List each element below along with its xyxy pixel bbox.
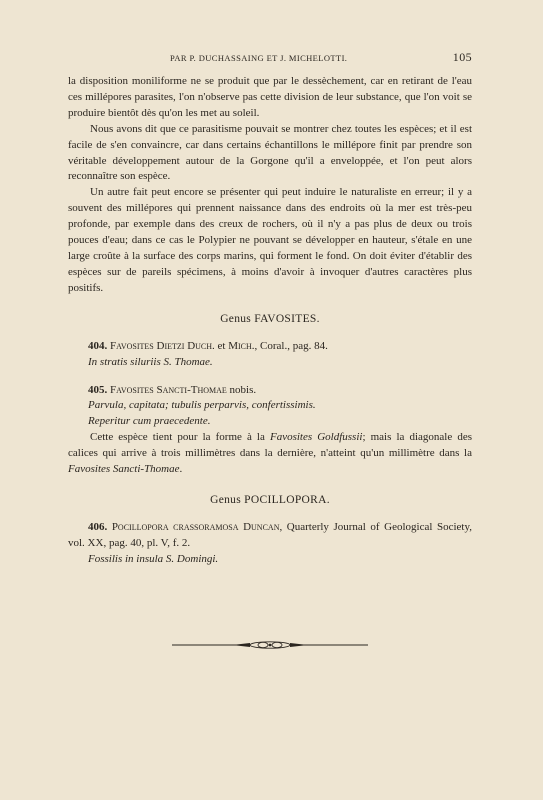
entry-404-number: 404. — [88, 339, 108, 352]
species-entry-405 — [68, 383, 472, 431]
entry-404-connector: et — [214, 339, 229, 352]
remark-species-2: Favosites Sancti-Thomae — [68, 463, 180, 476]
entry-405-author: nobis. — [226, 383, 257, 396]
running-head: PAR P. DUCHASSAING ET J. MICHELOTTI. — [170, 53, 348, 63]
entry-406-title — [68, 520, 472, 552]
remark-paragraph — [68, 430, 472, 478]
entry-406-reference: , Quarterly Journal of Geological Society, vol. XX, pag. 40, pl. V, f. 2. — [68, 520, 472, 549]
remark-species-1: Favosites Goldfussii — [269, 431, 363, 444]
paragraph-3: Un autre fait peut encore se présenter qui peut induire le naturaliste en erreur; il y a souvent des millépores qui prennent naissance dans des endroits où la mer est très-peu profonde, par exemple dans des creux de rochers, où il n'y a pas plus de deux ou trois pouces d'eau; dans ce cas le Polypier ne pouvant se développer en hauteur, s'étale en une large croûte à la surface des corps marins, qui forment le fond. On doit éviter d'établir des espèces sur de pareils spécimens, à moins d'avoir à invoquer d'autres caractères plus positifs. — [68, 186, 472, 294]
paragraph-2: Nous avons dit que ce parasitisme pouvait se montrer chez toutes les espèces; et il est facile de s'en convaincre, car dans certains échantillons le millépore finit par prendre son véritable développement autour de la Gorgone qu'il a enveloppée, et l'on peut alors reconnaître son espèce. — [68, 122, 472, 183]
end-ornament-icon — [172, 640, 368, 650]
entry-405-locality: Reperitur cum praecedente. — [88, 415, 211, 428]
species-entry-406 — [68, 520, 472, 568]
entry-404-reference: , Coral., pag. 84. — [254, 339, 328, 352]
remark-text-2: ; mais la diagonale des calices qui arrive à trois millimètres dans la dernière, n'atteint qu'un millimètre dans la — [68, 431, 472, 460]
entry-406-locality: Fossilis in insula S. Domingi. — [88, 552, 219, 565]
genus-heading-pocillopora: Genus POCILLOPORA. — [210, 493, 330, 506]
remark-text-1: Cette espèce tient pour la forme à la — [90, 431, 270, 444]
main-text — [68, 74, 472, 568]
entry-404-author-2: Mich. — [228, 339, 255, 352]
remark-text-3: . — [179, 463, 183, 476]
entry-405-name: Favosites Sancti-Thomae — [110, 383, 227, 396]
entry-404-name: Favosites Dietzi — [110, 339, 185, 352]
species-entry-404 — [68, 339, 472, 371]
page-header — [68, 50, 472, 66]
entry-405-title — [68, 383, 472, 399]
entry-404-author: Duch. — [187, 339, 215, 352]
entry-404-title — [68, 339, 472, 355]
page-number: 105 — [452, 50, 472, 64]
entry-406-number: 406. — [88, 520, 108, 533]
entry-405-number: 405. — [88, 383, 108, 396]
entry-406-name: Pocillopora crassoramosa — [111, 520, 239, 533]
paragraph-1: la disposition moniliforme ne se produit que par le dessèchement, car en retirant de l'eau ces millépores parasites, l'on n'observe pas cette division de leur substance, que l'on voit se produire bientôt dès qu'on les met au soleil. — [68, 75, 472, 119]
genus-heading-favosites: Genus FAVOSITES. — [220, 312, 320, 325]
entry-405-diagnosis: Parvula, capitata; tubulis perparvis, confertissimis. — [88, 399, 316, 412]
entry-406-author: Duncan — [243, 520, 280, 533]
entry-404-locality: In stratis siluriis S. Thomae. — [88, 355, 213, 368]
